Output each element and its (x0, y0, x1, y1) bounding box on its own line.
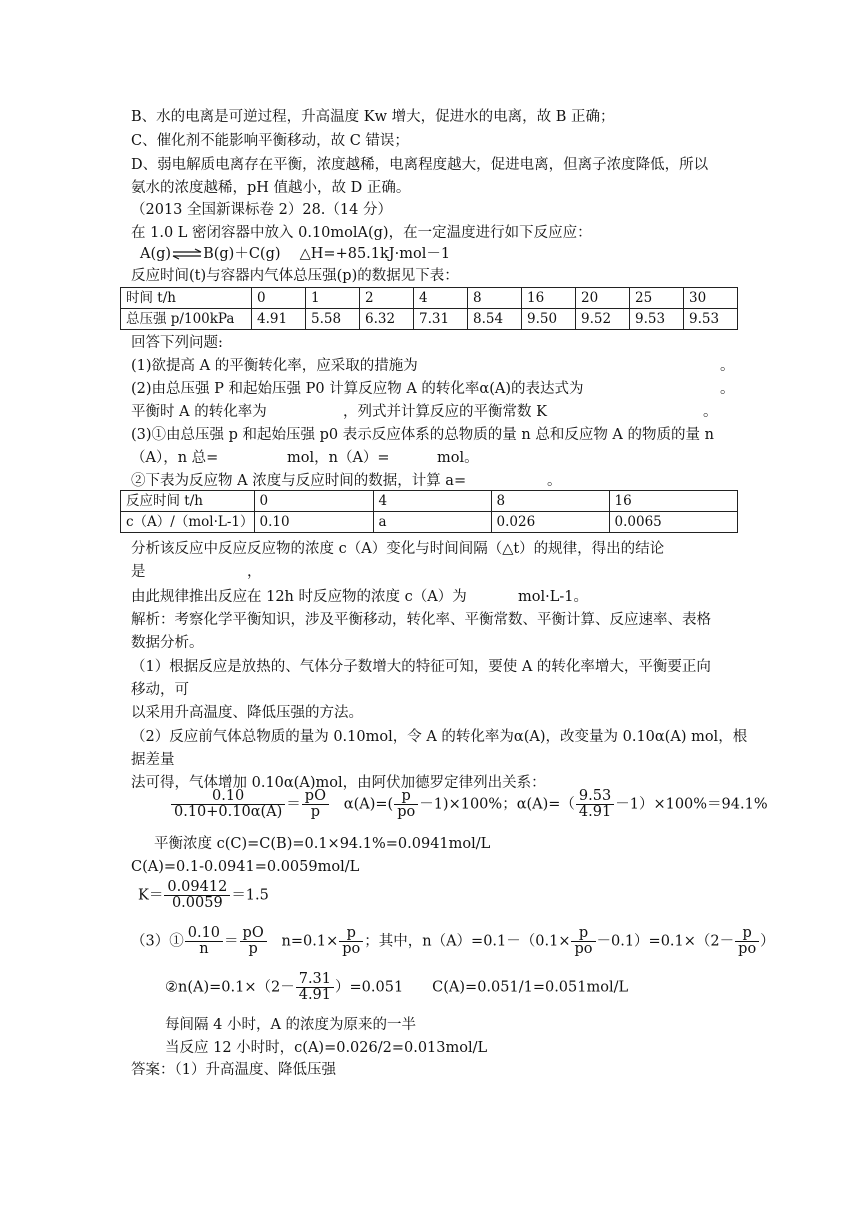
table-cell: 9.52 (576, 309, 630, 330)
text-line: 由此规律推出反应在 12h 时反应物的浓度 c（A）为 (131, 589, 467, 605)
table-cell: 9.53 (630, 309, 684, 330)
text-line: 回答下列问题: (131, 335, 223, 351)
table-cell: 16 (522, 288, 576, 309)
fraction: $\frac{pO}{p}$ (240, 926, 267, 957)
text-line: 据差量 (131, 752, 175, 768)
question-3: (3)①由总压强 p 和起始压强 p0 表示反应体系的总物质的量 n 总和反应物 A 的物质的量 n (131, 427, 714, 443)
fraction: $\frac{pO}{p}$ (302, 789, 329, 820)
text-line: mol。 (437, 450, 479, 466)
table-cell: 9.50 (522, 309, 576, 330)
table-cell: 0.026 (491, 512, 609, 533)
formula-alpha: $\frac{0.10}{0.10+0.10\alpha(A)}$ ＝ $\frac{pO}{p}$ α(A)=( $\frac{p}{po}$ －1)×100%；α(A)=（ $\frac{9.53}{4.91}$ －1）×100%＝94.1% (170, 789, 768, 820)
table-cell: 4.91 (252, 309, 306, 330)
table-cell: 7.31 (414, 309, 468, 330)
blank-end: 。 (703, 404, 718, 420)
table-row (121, 512, 738, 533)
text-line: 法可得，气体增加 0.10α(A)mol，由阿伏加德罗定律列出关系： (131, 775, 546, 791)
table-cell: 6.32 (360, 309, 414, 330)
table-cell: 20 (576, 288, 630, 309)
text-line: mol·L-1。 (518, 589, 588, 605)
answer-line: 答案：（1）升高温度、降低压强 (131, 1062, 336, 1078)
text-line: 移动，可 (131, 682, 189, 698)
fraction: $\frac{0.10}{0.10+0.10\alpha(A)}$ (171, 789, 285, 820)
text-line: 是 ， (131, 564, 262, 580)
fraction: $\frac{0.09412}{0.0059}$ (164, 880, 230, 911)
concentration-table (120, 490, 738, 533)
text-line: ，列式并计算反应的平衡常数 K (343, 404, 547, 420)
text-line: C(A)=0.1-0.0941=0.0059mol/L (131, 859, 360, 875)
table-header-cell: 反应时间 t/h (121, 491, 255, 512)
table-cell: a (373, 512, 491, 533)
text-line: （1）根据反应是放热的、气体分子数增大的特征可知，要使 A 的转化率增大，平衡要正向 (131, 659, 711, 675)
text-line: 氨水的浓度越稀，pH 值越小，故 D 正确。 (131, 180, 411, 196)
text-line: mol，n（A）= (287, 450, 390, 466)
text-line: 以采用升高温度、降低压强的方法。 (131, 705, 363, 721)
fraction: $\frac{p}{po}$ (571, 926, 595, 957)
blank-end: 。 (720, 381, 735, 397)
table-cell: 8 (491, 491, 609, 512)
products: B(g)＋C(g) △H=+85.1kJ·mol－1 (203, 246, 451, 262)
text-line: ②下表为反应物 A 浓度与反应时间的数据，计算 a= (131, 473, 467, 489)
text-line: 平衡浓度 c(C)=C(B)=0.1×94.1%=0.0941mol/L (154, 836, 491, 852)
table-header-cell: c（A）/（mol·L-1） (121, 512, 255, 533)
table-row (121, 491, 738, 512)
text-line: D、弱电解质电离存在平衡，浓度越稀，电离程度越大，促进电离，但离子浓度降低，所以 (131, 157, 709, 173)
table-cell: 4 (414, 288, 468, 309)
blank-end: 。 (547, 473, 562, 489)
equilibrium-arrow-icon (171, 248, 203, 260)
formula-n-a: ②n(A)=0.1×（2－ $\frac{7.31}{4.91}$ ）=0.051 C(A)=0.051/1=0.051mol/L (165, 971, 629, 1003)
table-cell: 0 (252, 288, 306, 309)
table-cell: 0.10 (254, 512, 373, 533)
analysis-line: 解析：考察化学平衡知识，涉及平衡移动，转化率、平衡常数、平衡计算、反应速率、表格 (131, 612, 711, 628)
fraction: $\frac{9.53}{4.91}$ (576, 789, 614, 820)
question-1: (1)欲提高 A 的平衡转化率，应采取的措施为 (131, 358, 418, 374)
fraction: $\frac{0.10}{n}$ (185, 926, 223, 957)
text-line: B、水的电离是可逆过程，升高温度 Kw 增大，促进水的电离，故 B 正确； (131, 109, 615, 125)
table-cell: 16 (609, 491, 737, 512)
text-line: 在 1.0 L 密闭容器中放入 0.10molA(g)，在一定温度进行如下反应应： (131, 225, 592, 241)
table-row (121, 309, 738, 330)
text-line: （A），n 总= (131, 450, 219, 466)
text-line: （2）反应前气体总物质的量为 0.10mol，令 A 的转化率为α(A)，改变量为 0.10α(A) mol，根 (131, 729, 748, 745)
pressure-table (120, 287, 738, 330)
blank-end: 。 (720, 358, 735, 374)
fraction: $\frac{p}{po}$ (339, 926, 363, 957)
table-cell: 5.58 (306, 309, 360, 330)
table-cell: 0.0065 (609, 512, 737, 533)
text-line: 每间隔 4 小时，A 的浓度为原来的一半 (165, 1017, 417, 1033)
text-line: C、催化剂不能影响平衡移动，故 C 错误； (131, 133, 409, 149)
text-line: 数据分析。 (131, 635, 204, 651)
source-heading: （2013 全国新课标卷 2）28.（14 分） (131, 202, 392, 218)
reaction-equation (140, 245, 450, 263)
table-cell: 4 (373, 491, 491, 512)
table-cell: 1 (306, 288, 360, 309)
formula-k: K＝ $\frac{0.09412}{0.0059}$ ＝1.5 (138, 879, 269, 911)
fraction: $\frac{p}{po}$ (735, 926, 759, 957)
fraction: $\frac{p}{po}$ (394, 789, 418, 820)
question-2: (2)由总压强 P 和起始压强 P0 计算反应物 A 的转化率α(A)的表达式为 (131, 381, 584, 397)
formula-n-total: （3）① $\frac{0.10}{n}$ ＝ $\frac{pO}{p}$ n=0.1× $\frac{p}{po}$ ；其中，n（A）=0.1－（0.1× $\frac{p}{po}$ －0.1）=0.1×（2－ $\frac{p}{po}$ ） (131, 925, 775, 957)
table-header-cell: 时间 t/h (121, 288, 252, 309)
text-line: 分析该反应中反应反应物的浓度 c（A）变化与时间间隔（△t）的规律，得出的结论 (131, 541, 665, 557)
table-cell: 8.54 (468, 309, 522, 330)
text-line: 平衡时 A 的转化率为 (131, 404, 267, 420)
table-cell: 30 (684, 288, 738, 309)
text-line: 反应时间(t)与容器内气体总压强(p)的数据见下表： (131, 268, 459, 284)
table-row (121, 288, 738, 309)
fraction: $\frac{7.31}{4.91}$ (296, 972, 334, 1003)
reactant: A(g) (140, 246, 172, 262)
table-header-cell: 总压强 p/100kPa (121, 309, 252, 330)
table-cell: 0 (254, 491, 373, 512)
table-cell: 25 (630, 288, 684, 309)
table-cell: 2 (360, 288, 414, 309)
table-cell: 9.53 (684, 309, 738, 330)
table-cell: 8 (468, 288, 522, 309)
text-line: 当反应 12 小时时，c(A)=0.026/2=0.013mol/L (165, 1040, 488, 1056)
